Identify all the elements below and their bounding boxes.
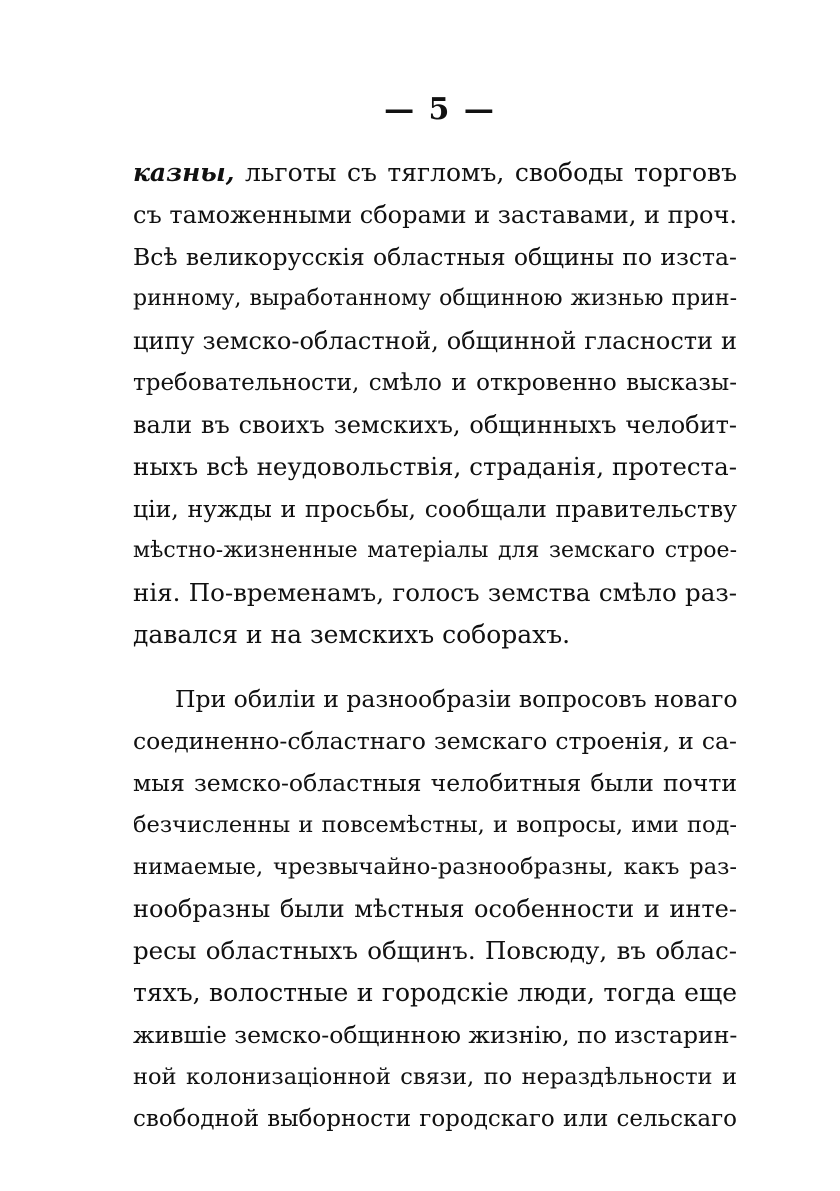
text-line-fragment: льготы съ тягломъ, свободы торговъ [245,158,737,187]
text-line: ринному, выработанному общинною жизнью прин- [133,286,737,311]
text-line: соединенно-сбластнаго земскаго строенія, и са- [133,727,737,755]
text-line: ципу земско-областной, общинной гласности и [133,327,737,355]
text-line: вали въ своихъ земскихъ, общинныхъ челобит- [133,411,737,439]
paragraph-1 [133,152,737,656]
italic-word: казны, [133,158,235,187]
text-line: При обиліи и разнообразіи вопросовъ новаго [175,685,738,713]
text-line: мыя земско-областныя челобитныя были почти [133,769,737,797]
text-line: безчисленны и повсемѣстны, и вопросы, ими под- [133,812,737,838]
text-line: Всѣ великорусскія областныя общины по изста- [133,243,737,271]
text-line [133,152,737,194]
body-text [133,152,737,1140]
text-line: требовательности, смѣло и откровенно высказы- [133,370,737,396]
text-line: ціи, нужды и просьбы, сообщали правительству [133,495,737,523]
paragraph-gap [133,656,737,678]
text-line: ной колонизаціонной связи, по нераздѣльности и [133,1064,737,1090]
text-line: нимаемые, чрезвычайно-разнообразны, какъ раз- [133,854,737,880]
text-line: съ таможенными сборами и заставами, и проч. [133,201,737,229]
text-line: ресы областныхъ общинъ. Повсюду, въ облас- [133,936,737,965]
text-line: тяхъ, волостные и городскіе люди, тогда еще [133,978,737,1007]
text-line: нообразны были мѣстныя особенности и инте- [133,895,737,923]
text-line: нія. По-временамъ, голосъ земства смѣло раз- [133,578,737,607]
text-line: свободной выборности городскаго или сельскаго [133,1106,737,1132]
page-number: — 5 — [384,92,496,127]
text-line: жившіе земско-общинною жизнію, по изстарин- [133,1021,738,1049]
text-line: ныхъ всѣ неудовольствія, страданія, протеста- [133,452,737,481]
text-line: мѣстно-жизненные матеріалы для земскаго строе- [133,538,737,563]
paragraph-2 [133,678,737,1140]
text-line: давался и на земскихъ соборахъ. [133,620,571,649]
